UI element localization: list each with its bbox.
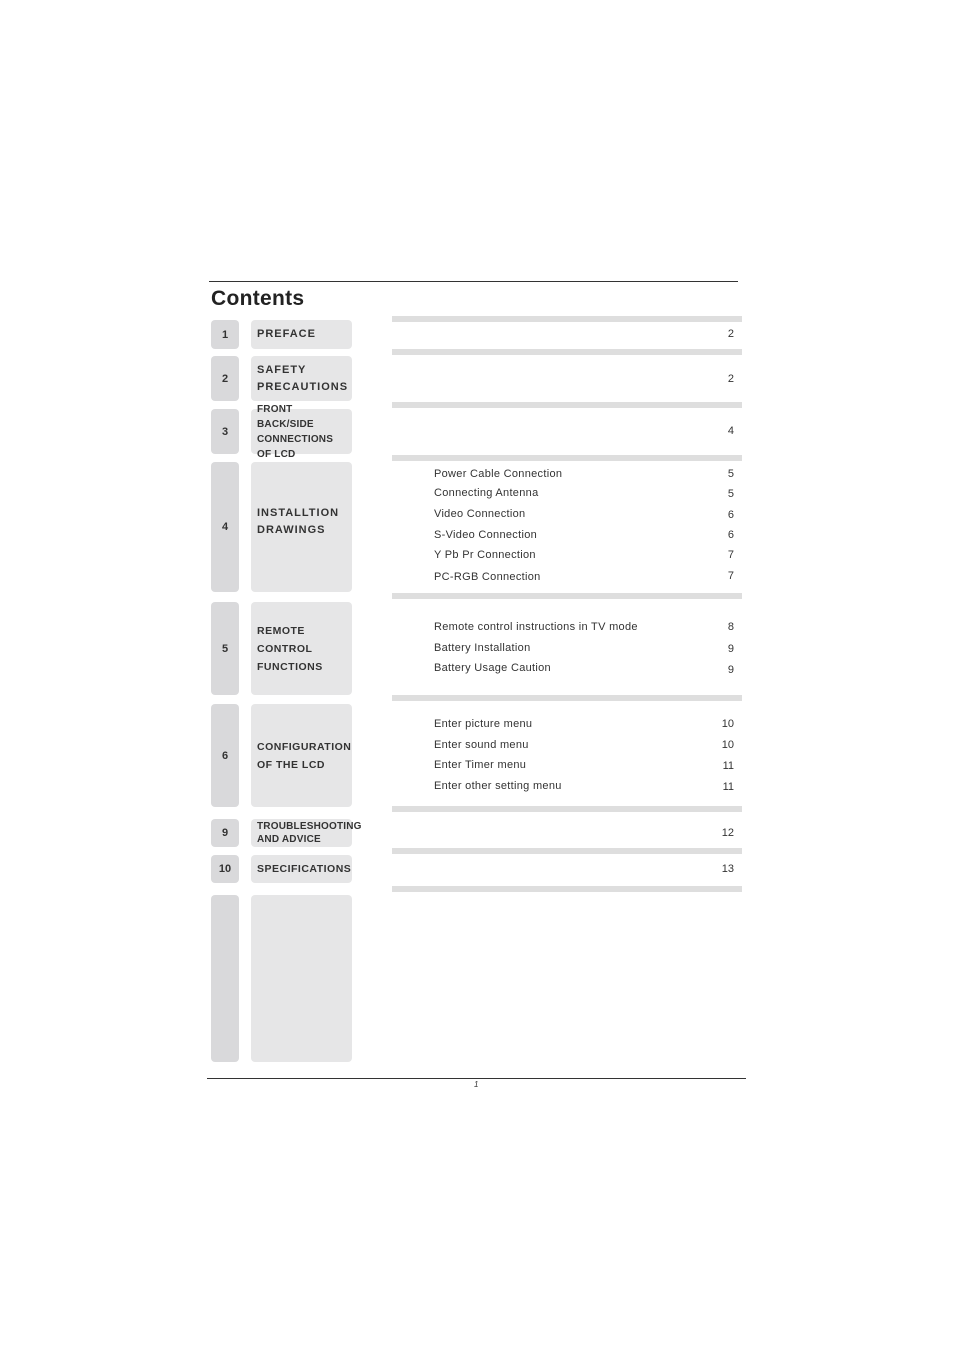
section-page-number[interactable]: 12 bbox=[721, 827, 734, 839]
section-label-safety-precautions[interactable]: SAFETY PRECAUTIONS bbox=[251, 356, 352, 401]
empty-number-box bbox=[211, 895, 239, 1062]
section-label-installation-drawings[interactable]: INSTALLTION DRAWINGS bbox=[251, 462, 352, 592]
section-number-9: 9 bbox=[211, 819, 239, 847]
section-number-2: 2 bbox=[211, 356, 239, 401]
toc-entry-text[interactable]: Battery Usage Caution bbox=[434, 662, 551, 674]
section-number-3: 3 bbox=[211, 409, 239, 454]
section-number-4: 4 bbox=[211, 462, 239, 592]
toc-entry-page[interactable]: 10 bbox=[721, 739, 734, 751]
section-label-configuration[interactable]: CONFIGURATION OF THE LCD bbox=[251, 704, 352, 807]
toc-entry-page[interactable]: 5 bbox=[727, 488, 734, 500]
separator-bar bbox=[392, 806, 742, 812]
section-label-specifications[interactable]: SPECIFICATIONS bbox=[251, 855, 352, 883]
toc-entry-text[interactable]: Battery Installation bbox=[434, 642, 531, 654]
toc-entry-page[interactable]: 9 bbox=[727, 643, 734, 655]
toc-entry-text[interactable]: Enter other setting menu bbox=[434, 780, 562, 792]
toc-entry-page[interactable]: 5 bbox=[727, 468, 734, 480]
separator-bar bbox=[392, 402, 742, 408]
toc-entry-text[interactable]: Y Pb Pr Connection bbox=[434, 549, 536, 561]
toc-entry-text[interactable]: Connecting Antenna bbox=[434, 487, 539, 499]
toc-entry-page[interactable]: 9 bbox=[727, 664, 734, 676]
section-page-number[interactable]: 13 bbox=[721, 863, 734, 875]
toc-entry-text[interactable]: Enter Timer menu bbox=[434, 759, 527, 771]
toc-entry-page[interactable]: 7 bbox=[727, 549, 734, 561]
toc-entry-text[interactable]: Enter sound menu bbox=[434, 739, 529, 751]
separator-bar bbox=[392, 848, 742, 854]
separator-bar bbox=[392, 455, 742, 461]
section-page-number[interactable]: 4 bbox=[727, 425, 734, 437]
toc-entry-page[interactable]: 6 bbox=[727, 509, 734, 521]
section-label-preface[interactable]: PREFACE bbox=[251, 320, 352, 349]
toc-entry-text[interactable]: Power Cable Connection bbox=[434, 468, 563, 480]
separator-bar bbox=[392, 695, 742, 701]
page-title: Contents bbox=[211, 287, 305, 310]
toc-entry-page[interactable]: 6 bbox=[727, 529, 734, 541]
toc-entry-text[interactable]: Remote control instructions in TV mode bbox=[434, 621, 638, 633]
section-page-number[interactable]: 2 bbox=[727, 373, 734, 385]
toc-entry-page[interactable]: 11 bbox=[722, 781, 734, 793]
toc-entry-page[interactable]: 11 bbox=[722, 760, 734, 772]
toc-entry-text[interactable]: Enter picture menu bbox=[434, 718, 533, 730]
section-number-1: 1 bbox=[211, 320, 239, 349]
top-rule bbox=[209, 281, 738, 282]
toc-entry-page[interactable]: 7 bbox=[727, 570, 734, 582]
section-number-10: 10 bbox=[211, 855, 239, 883]
section-number-5: 5 bbox=[211, 602, 239, 695]
section-number-6: 6 bbox=[211, 704, 239, 807]
toc-entry-page[interactable]: 8 bbox=[727, 621, 734, 633]
separator-bar bbox=[392, 886, 742, 892]
toc-entry-page[interactable]: 10 bbox=[721, 718, 734, 730]
section-label-connections[interactable]: FRONT BACK/SIDE CONNECTIONS OF LCD bbox=[251, 409, 352, 454]
separator-bar bbox=[392, 593, 742, 599]
separator-bar bbox=[392, 316, 742, 322]
separator-bar bbox=[392, 349, 742, 355]
section-page-number[interactable]: 2 bbox=[727, 328, 734, 340]
empty-label-box bbox=[251, 895, 352, 1062]
section-label-troubleshooting[interactable]: TROUBLESHOOTING AND ADVICE bbox=[251, 819, 352, 847]
bottom-rule bbox=[207, 1078, 746, 1079]
toc-entry-text[interactable]: PC-RGB Connection bbox=[434, 571, 541, 583]
footer-page-number: 1 bbox=[474, 1080, 479, 1089]
section-label-remote-control-functions[interactable]: REMOTE CONTROL FUNCTIONS bbox=[251, 602, 352, 695]
toc-entry-text[interactable]: Video Connection bbox=[434, 508, 526, 520]
toc-entry-text[interactable]: S-Video Connection bbox=[434, 529, 538, 541]
